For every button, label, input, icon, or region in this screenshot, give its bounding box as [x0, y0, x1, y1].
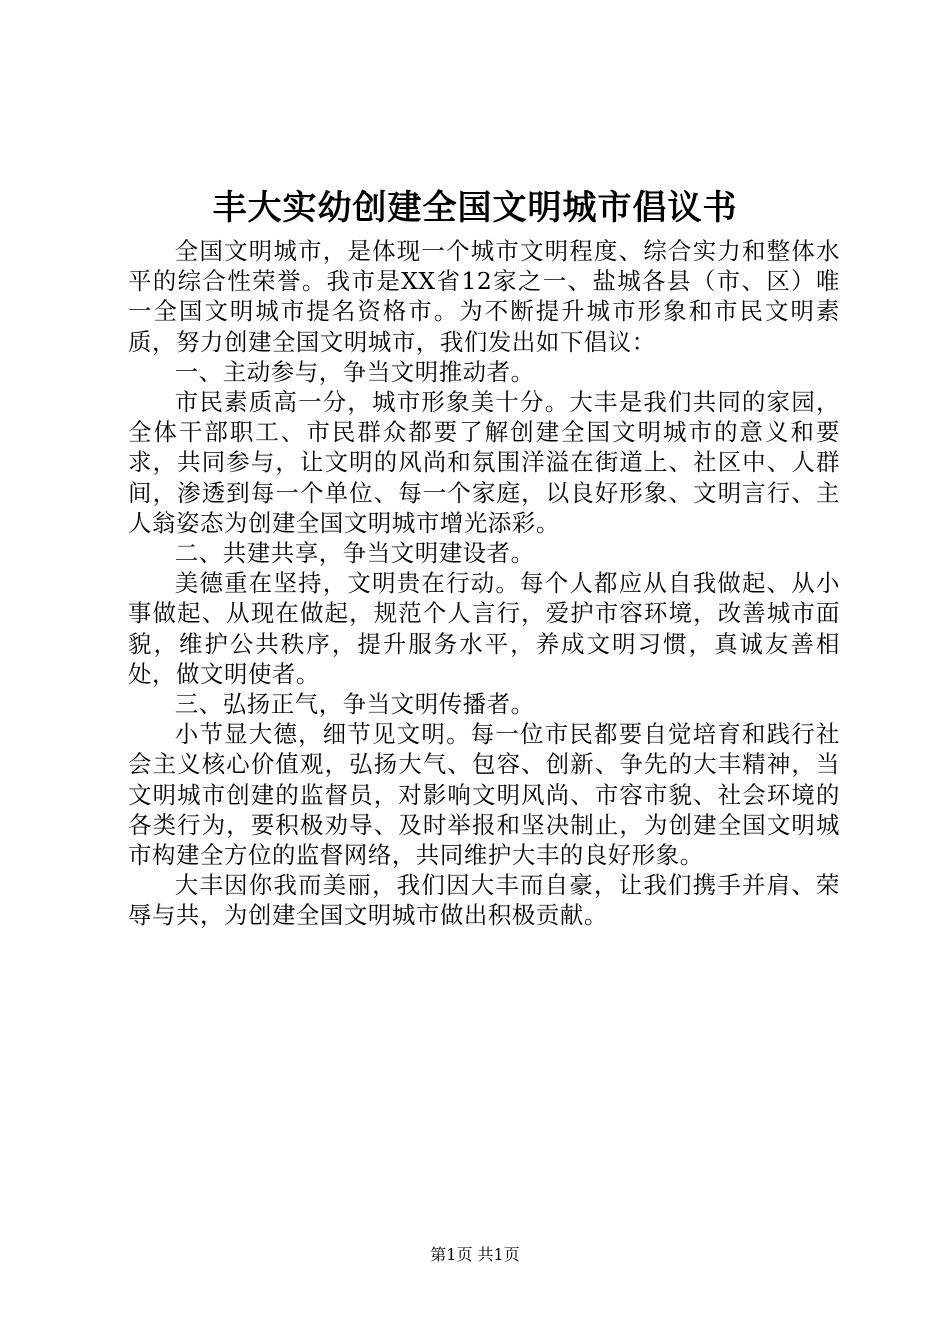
- document-title: 丰大实幼创建全国文明城市倡议书: [212, 188, 738, 228]
- paragraph-intro: 全国文明城市，是体现一个城市文明程度、综合实力和整体水平的综合性荣誉。我市是XX省12家之一、盐城各县（市、区）唯一全国文明城市提名资格市。为不断提升城市形象和市民文明素质，努力创建全国文明城市，我们发出如下倡议：: [128, 237, 840, 356]
- document-body: [128, 236, 840, 931]
- section-heading-3: 三、弘扬正气，争当文明传播者。: [174, 690, 535, 719]
- paragraph-2: 美德重在坚持，文明贵在行动。每个人都应从自我做起、从小事做起、从现在做起，规范个人言行，爱护市容环境，改善城市面貌，维护公共秩序，提升服务水平，养成文明习惯，真诚友善相处，做文明使者。: [128, 569, 840, 688]
- paragraph-closing: 大丰因你我而美丽，我们因大丰而自豪，让我们携手并肩、荣辱与共，为创建全国文明城市做出积极贡献。: [128, 871, 840, 930]
- section-heading-2: 二、共建共享，争当文明建设者。: [174, 539, 535, 568]
- paragraph-1: 市民素质高一分，城市形象美十分。大丰是我们共同的家园，全体干部职工、市民群众都要了解创建全国文明城市的意义和要求，共同参与，让文明的风尚和氛围洋溢在街道上、社区中、人群间，渗透到每一个单位、每一个家庭，以良好形象、文明言行、主人翁姿态为创建全国文明城市增光添彩。: [128, 388, 840, 537]
- section-heading-1: 一、主动参与，争当文明推动者。: [174, 357, 535, 386]
- paragraph-3: 小节显大德，细节见文明。每一位市民都要自觉培育和践行社会主义核心价值观，弘扬大气、包容、创新、争先的大丰精神，当文明城市创建的监督员，对影响文明风尚、市容市貌、社会环境的各类行为，要积极劝导、及时举报和坚决制止，为创建全国文明城市构建全方位的监督网络，共同维护大丰的良好形象。: [128, 720, 840, 870]
- page-number-footer: 第1页 共1页: [430, 1245, 520, 1264]
